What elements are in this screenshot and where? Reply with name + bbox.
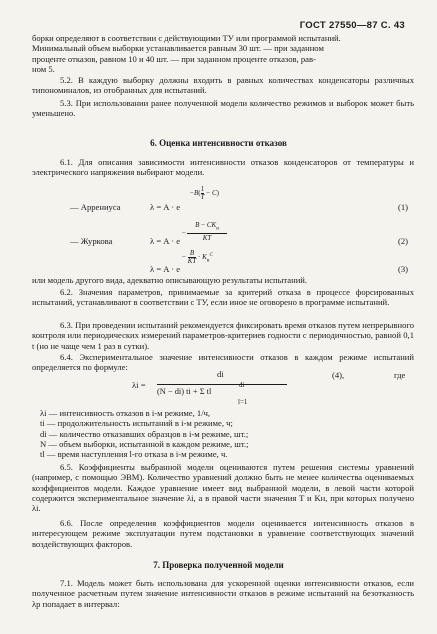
definition-item: tl — время наступления l-го отказа в i-м режиме, ч. xyxy=(40,449,228,460)
eq1-number: (1) xyxy=(397,202,408,212)
definition-item: di — количество отказавших образцов в i-м режиме, шт.; xyxy=(40,428,249,439)
paragraph-text: или модель другого вида, адекватно описывающую результаты испытаний. xyxy=(32,275,308,285)
section-6-title: 6. Оценка интенсивности отказов xyxy=(150,138,287,148)
intro-line: Минимальный объем выборки устанавливается равным 30 шт. — при заданном xyxy=(32,43,324,54)
definition-item: λi — интенсивность отказов в i-м режиме, 1/ч, xyxy=(40,408,211,418)
paragraph-6-5 xyxy=(32,462,414,513)
intro-line: проценте отказов, равном 10 и 40 шт. — при заданном проценте отказов, рав- xyxy=(32,53,316,64)
intro-line: ном 5. xyxy=(32,63,55,74)
paragraph-6-1 xyxy=(32,157,414,178)
eq4-where: где xyxy=(394,370,406,380)
intro-paragraph xyxy=(32,33,414,74)
eq2-exponent: $B - CK_н$ KT xyxy=(187,221,227,242)
page-header: ГОСТ 27550—87 С. 43 xyxy=(299,20,405,31)
paragraph-text: 6.4. Экспериментальное значение интенсивности отказов в каждом режиме испытаний определяется по формуле: xyxy=(32,352,414,373)
paragraph-text: 6.5. Коэффициенты выбранной модели оцениваются путем решения системы уравнений (например, с помощью ЭВМ). Количество уравнений должно быть не менее количества оцениваемых коэффициентов модели. Каждое уравнение имеет вид выбранной модели, в левой части которой содержится экспериментальное значение λi, а в правой части значения T и Kн, при которых получено λi. xyxy=(32,462,414,514)
eq2-minus: − xyxy=(182,229,186,237)
eq4-sum-upper: di xyxy=(239,381,245,389)
paragraph-text: 6.3. При проведении испытаний рекомендуется фиксировать время отказов путем непрерывного контроля или периодических измерений параметров-критериев годности с периодичностью, равной 0,1 t (но не чаще чем 1 раз в сутки). xyxy=(32,320,414,351)
eq4-denominator: (N − di) ti + Σ tl xyxy=(157,387,212,396)
eq2-lhs: λ = A · e xyxy=(150,236,181,246)
paragraph-6-2 xyxy=(32,287,414,308)
paragraph-5-3 xyxy=(32,98,414,119)
paragraph-6-3 xyxy=(32,320,414,351)
intro-line: борки определяют в соответствии с действующими ТУ или программой испытаний. xyxy=(32,33,341,43)
paragraph-6-6 xyxy=(32,518,414,549)
eq1-exponent: −B( $\frac{1}{T}$ − C) xyxy=(190,185,219,201)
paragraph-text: 6.2. Значения параметров, принимаемые за критерий отказа в процессе форсированных испытаний, устанавливают в соответствии с ТУ, если иное не оговорено в программе испытаний. xyxy=(32,287,414,308)
paragraph-text: 7.1. Модель может быть использована для ускоренной оценки интенсивности отказов, если полученное расчетным путем значение интенсивности отказов в режиме испытаний на безотказность λр попадает в интервал: xyxy=(32,578,414,609)
paragraph-text: 6.6. После определения коэффициентов модели оценивается интенсивность отказов в интересующем режиме эксплуатации путем подстановки в уравнение соответствующих значений воздействующих факторов. xyxy=(32,518,414,549)
eq1-lhs: λ = A · e xyxy=(150,202,181,212)
eq4-number: (4), xyxy=(332,370,345,380)
eq4-sum-lower: l=1 xyxy=(238,398,248,406)
eq4-fraction-bar xyxy=(157,384,287,385)
paragraph-5-2 xyxy=(32,75,414,96)
definition-item: N — объем выборки, испытанной в каждом режиме, шт.; xyxy=(40,438,249,449)
eq2-name: — Журкова xyxy=(70,236,113,246)
equation-4 xyxy=(32,370,414,406)
equation-1 xyxy=(32,185,414,218)
equation-2 xyxy=(32,222,414,252)
eq1-name: — Аррениуса xyxy=(70,202,121,212)
paragraph-text: 5.2. В каждую выборку должны входить в равных количествах конденсаторы различных типономиналов, из отобранных для испытаний. xyxy=(32,75,414,96)
eq2-number: (2) xyxy=(397,236,408,246)
eq4-numerator: di xyxy=(217,369,224,379)
section-7-title: 7. Проверка полученной модели xyxy=(153,560,284,570)
eq3-lhs: λ = A · e xyxy=(150,264,181,274)
paragraph-text: 5.3. При использовании ранее полученной модели количество режимов и выборок может быть уменьшено. xyxy=(32,98,414,119)
definition-item: ti — продолжительность испытаний в i-м режиме, ч; xyxy=(40,418,233,429)
eq3-exponent: − $\frac{B}{KT}$ · $K_н^C$ xyxy=(182,249,213,265)
paragraph-7-1 xyxy=(32,578,414,609)
paragraph-text: 6.1. Для описания зависимости интенсивности отказов конденсаторов от температуры и электрического напряжения выбирают модели. xyxy=(32,157,414,178)
eq3-number: (3) xyxy=(397,264,408,274)
definitions-list xyxy=(40,408,414,459)
eq4-lhs: λi = xyxy=(132,380,146,390)
paragraph-after-equations xyxy=(32,275,414,285)
